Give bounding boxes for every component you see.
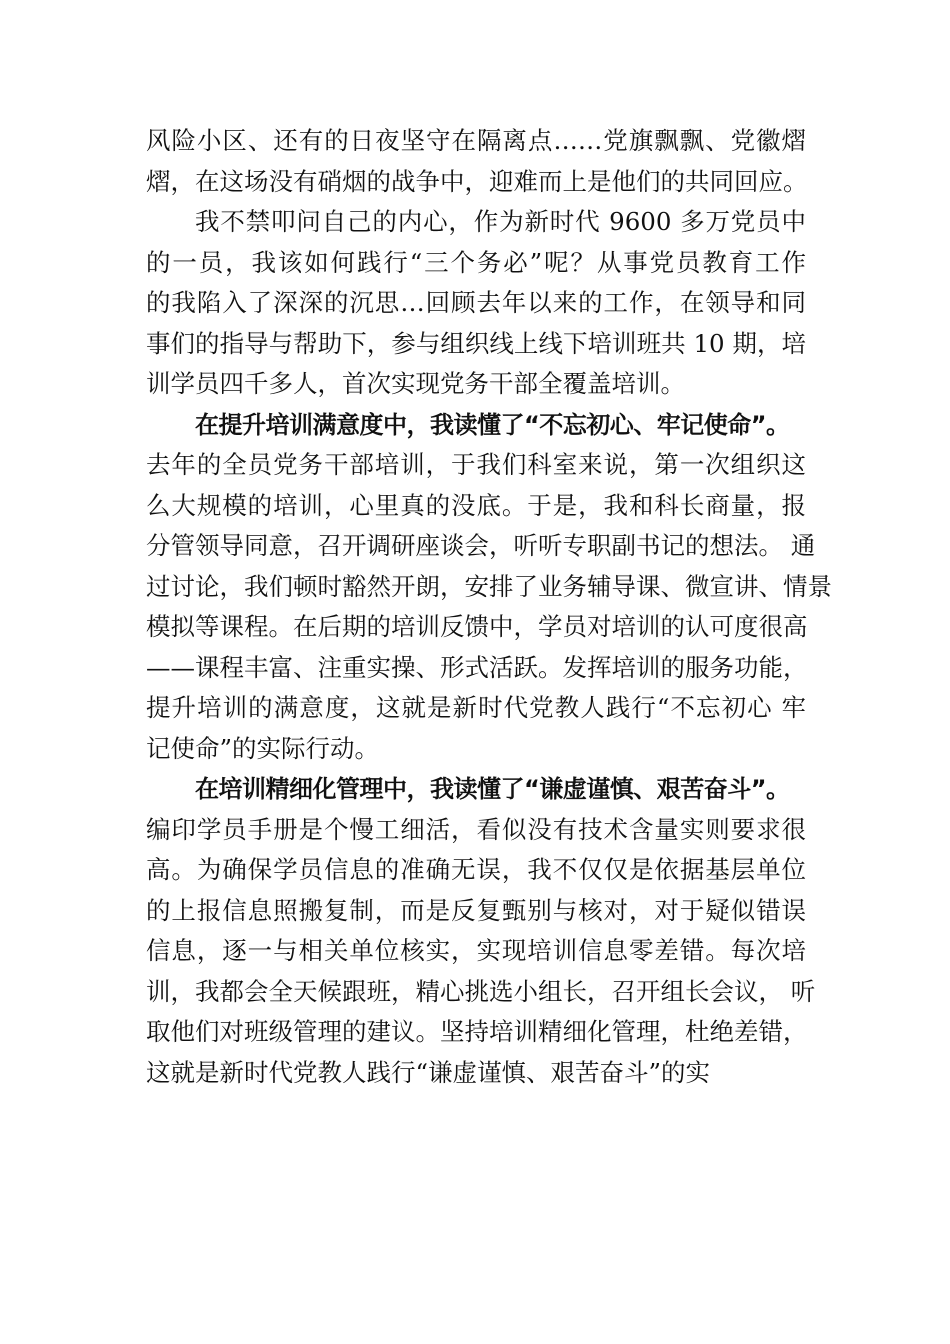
paragraph-line: 训学员四千多人，首次实现党务干部全覆盖培训。 [146, 369, 685, 398]
paragraph-line: ——课程丰富、注重实操、形式活跃。发挥培训的服务功能， [146, 652, 808, 682]
paragraph-line: 记使命”的实际行动。 [146, 733, 380, 763]
paragraph-line: 取他们对班级管理的建议。坚持培训精细化管理，杜绝差错， [146, 1017, 808, 1046]
paragraph-line: 高。为确保学员信息的准确无误，我不仅仅是依据基层单位 [146, 855, 806, 884]
paragraph-line: 信息，逐一与相关单位核实，实现培训信息零差错。每次培 [146, 936, 806, 965]
paragraph-line: 风险小区、还有的日夜坚守在隔离点……党旗飘飘、党徽熠 [146, 126, 806, 155]
section-heading: 在培训精细化管理中，我读懂了“谦虚谨慎、艰苦奋斗”。 [195, 775, 790, 803]
paragraph-line: 这就是新时代党教人践行“谦虚谨慎、艰苦奋斗”的实 [146, 1057, 711, 1087]
paragraph-line: 过讨论，我们顿时豁然开朗，安排了业务辅导课、微宣讲、情景 [146, 571, 832, 601]
section-heading: 在提升培训满意度中，我读懂了“不忘初心、牢记使命”。 [195, 410, 790, 439]
paragraph-line: 的上报信息照搬复制，而是反复甄别与核对，对于疑似错误 [146, 895, 806, 925]
paragraph-line: 熠，在这场没有硝烟的战争中，迎难而上是他们的共同回应。 [146, 166, 808, 196]
paragraph-line: 模拟等课程。在后期的培训反馈中，学员对培训的认可度很高 [146, 612, 808, 641]
document-body [146, 121, 832, 1093]
paragraph-line: 的我陷入了深深的沉思…回顾去年以来的工作，在领导和同 [146, 288, 806, 317]
paragraph-line: 我不禁叩问自己的内心，作为新时代 9600 多万党员中 [195, 207, 806, 236]
paragraph-line: 的一员，我该如何践行“三个务必”呢？从事党员教育工作 [146, 247, 806, 277]
paragraph-line: 么大规模的培训，心里真的没底。于是，我和科长商量，报 [146, 490, 806, 520]
paragraph-line: 训，我都会全天候跟班，精心挑选小组长，召开组长会议， 听 [146, 976, 816, 1006]
paragraph-line: 分管领导同意，召开调研座谈会，听听专职副书记的想法。 通 [146, 531, 816, 560]
paragraph-line: 编印学员手册是个慢工细活，看似没有技术含量实则要求很 [146, 814, 806, 844]
paragraph-line: 事们的指导与帮助下，参与组织线上线下培训班共 10 期，培 [146, 328, 806, 358]
paragraph-line: 去年的全员党务干部培训，于我们科室来说，第一次组织这 [146, 450, 806, 479]
paragraph-line: 提升培训的满意度，这就是新时代党教人践行“不忘初心 牢 [146, 693, 806, 722]
